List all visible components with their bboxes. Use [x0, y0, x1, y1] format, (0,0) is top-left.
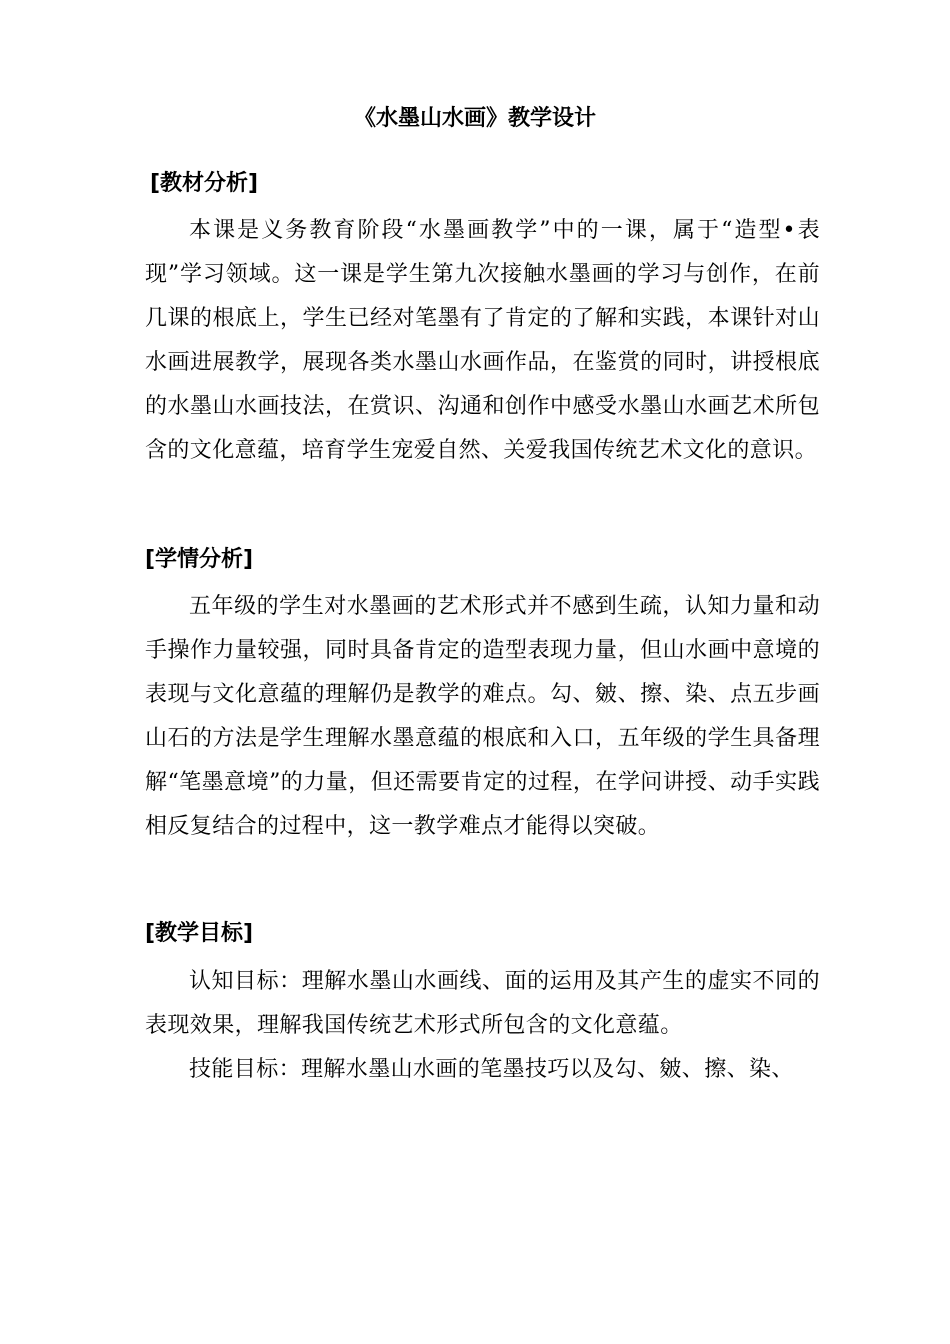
skill-objective-paragraph: 技能目标：理解水墨山水画的笔墨技巧以及勾、皴、擦、染、 [189, 1057, 794, 1082]
section-heading-teaching-objectives: [教学目标] [145, 921, 254, 946]
section-heading-textbook-analysis: [教材分析] [150, 171, 259, 196]
student-analysis-paragraph: 五年级的学生对水墨画的艺术形式并不感到生疏，认知力量和动手操作力量较强，同时具备肯定的造型表现力量，但山水画中意境的表现与文化意蕴的理解仍是教学的难点。勾、皴、擦、染、点五步画山石的方法是学生理解水墨意蕴的根底和入口，五年级的学生具备理解“笔墨意境”的力量，但还需要肯定的过程，在学问讲授、动手实践相反复结合的过程中，这一教学难点才能得以突破。 [145, 594, 820, 839]
document-title: 《水墨山水画》教学设计 [353, 106, 596, 131]
cognitive-objective-paragraph: 认知目标：理解水墨山水画线、面的运用及其产生的虚实不同的表现效果，理解我国传统艺术形式所包含的文化意蕴。 [145, 969, 820, 1038]
textbook-analysis-paragraph: 本课是义务教育阶段“水墨画教学”中的一课，属于“造型•表现”学习领域。这一课是学生第九次接触水墨画的学习与创作，在前几课的根底上，学生已经对笔墨有了肯定的了解和实践，本课针对山水画进展教学，展现各类水墨山水画作品，在鉴赏的同时，讲授根底的水墨山水画技法，在赏识、沟通和创作中感受水墨山水画艺术所包含的文化意蕴，培育学生宠爱自然、关爱我国传统艺术文化的意识。 [145, 218, 820, 463]
section-heading-student-analysis: [学情分析] [145, 547, 254, 572]
